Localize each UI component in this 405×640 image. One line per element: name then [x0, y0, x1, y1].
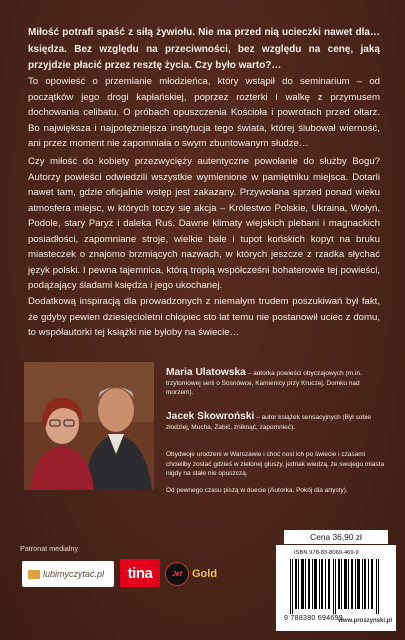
author-maria-bio — [166, 368, 386, 398]
ean-number: 9 788380 694699 — [284, 615, 343, 622]
blurb-paragraph-1: To opowieść o przemianie młodzieńca, który wstąpił do seminarium – od początków jego drogi kapłańskiej, poprzez rozterki i walkę z przymusem dochowania celibatu. O próbach opuszczenia Kościoła i powrotach przed ołtarz. Bo największa i najpotężniejsza instytucja tego świata, której ślubował wierność, ani przez moment nie zapomniała o swym zbuntowanym słudze… — [28, 76, 380, 149]
isbn-text: ISBN 978-83-8069-469-9 — [294, 550, 359, 556]
author-jacek-name: Jacek Skowroński — [166, 411, 255, 422]
authors-together-note: Od pewnego czasu piszą w duecie (Autorka, Pokój dla artysty). — [166, 487, 348, 494]
publisher-website: www.proszynski.pl — [338, 618, 392, 624]
authors-shared-bio: Obydwoje urodzeni w Warszawie i choć nosi ich po świecie i czasami chcieliby zostać gdzieś w zielonej głuszy, jednak wiedzą, że swojego miasta nigdy na stałe nie opuszczą. — [166, 451, 385, 477]
blurb-paragraph-2: Czy miłość do kobiety przezwycięży autentyczne powołanie do służby Bogu? Autorzy powieści odwiedzili wszystkie wymienione w pamiętniku miejsca. Dotarli nawet tam, gdzie oficjalnie wstęp jest zakazany. Przywołana sprzed ponad wieku atmosfera miejsc, w których toczy się akcja – Królestwo Polskie, Ukraina, Wołyń, Podole, stary Paryż i daleka Ruś. Dawne klimaty wiejskich plebani i magnackich posiadłości, zapomniane stroje, wielkie bale i tupot końskich kopyt na bruku miasteczek o znajomo brzmiących nazwach, w których jeszcze z rzadka słychać język polski. I pewna tajemnica, którą tropią współcześni bohaterowie tej powieści, podążający śladami księdza i jego ukochanej. — [28, 156, 380, 291]
lubimyczytac-logo-text: lubimyczytać.pl — [43, 569, 105, 579]
author-jacek-bio — [166, 412, 386, 432]
barcode-area — [276, 545, 396, 631]
barcode-icon — [290, 559, 380, 614]
authors-photo — [24, 362, 154, 490]
tina-logo: tina — [120, 559, 160, 587]
cover-blurb-intro: Miłość potrafi spaść z siłą żywiołu. Nie ma przed nią ucieczki nawet dla… księdza. Bez względu na przeciwności, bez względu na cenę, jaką przyjdzie płacić przez resztę życia. Czy było warto?… — [28, 27, 380, 71]
lubimyczytac-logo — [22, 561, 114, 587]
gold-logo-text: Gold — [192, 568, 218, 580]
author-jacek-description: – autor książek sensacyjnych (Był sobie złodziej, Mucha, Zabić, zniknąć, zapomnieć). — [166, 414, 372, 431]
author-maria-description: – autorka powieści obyczajowych (m.in. trzytomowej serii o Sosnówce, Kamienicy przy Kruczej, Domku nad morzem). — [166, 370, 362, 396]
blurb-paragraph-3: Dodatkową inspiracją dla prowadzonych z niemałym trudem poszukiwań był fakt, że gdyby pewien dziesięcioletni chłopiec sto lat temu nie postanowił uciec z domu, to współautorki tej książki nie byłoby na świecie… — [28, 296, 380, 338]
media-patronage-label: Patronat medialny — [20, 544, 78, 553]
jet-logo-disc: Jet — [165, 562, 189, 586]
author-maria-name: Maria Ulatowska — [166, 367, 246, 378]
book-icon — [28, 570, 40, 579]
price-label: Cena 36,90 zł — [284, 530, 388, 544]
jet-gold-logo — [165, 562, 225, 586]
